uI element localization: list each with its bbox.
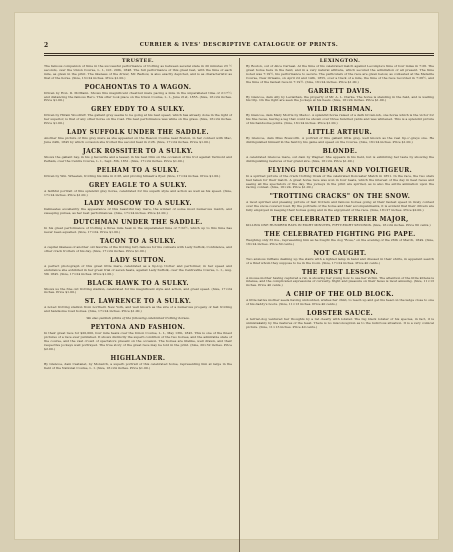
header-rule xyxy=(44,53,434,54)
entry-description: A faithful portrait of this splendid grey horse, celebrated for his superb style and action as well as his speed. (Size, 17×24 inches. Price $1.00.) xyxy=(44,188,232,197)
entry-title: LEXINGTON. xyxy=(319,58,361,64)
entry-title: A CHIP OF THE OLD BLOCK. xyxy=(286,291,394,299)
entry-description: Two anxious ruffians dashing up the stairs with a lighted lamp in hand and dressed in their shirts, in apparent search of a thief whom they suppose to be in the room. (Size, 17×24 inches. Price 40 cents.) xyxy=(246,256,434,265)
catalogue-entry xyxy=(44,200,232,216)
entry-description: A capital likeness of another old favorite of the trotting turf, famous for his contests with Lady Suffolk, Confidence, and other crack trotters of his day. (Size, 17×24 inches. Price $1.00.) xyxy=(44,245,232,253)
entry-description: By Glencoe, dam Miss Bosworth. A portrait of this gallant little grey, well known as the real tip-o'-greys one. He distinguished himself in the field by his game and speed on the Course. (Size, 16×24 inches. Price $1.00.) xyxy=(246,136,434,144)
entry-description: A terrier-dog ventured her thoughts by a rat clearly with lobster. The big black lobster of his species, in fact, it is unmistakably by the features of the feast. There is no misconception as to the ludicrous situation. It is a very comical picture. (Size, 11×13 inches. Price 40 cents.) xyxy=(246,317,434,329)
catalogue-entry xyxy=(44,106,232,126)
entry-title: WILD IRISHMAN. xyxy=(307,106,373,114)
entry-description: By Glencoe, dam Mary Morris by Medoc. A splendid horse raised of a dark brown-ish, one horse which is the victor for his fine races, having a leg that could be shown over three hundred yards and was whitened. This is a splendid picture of his handsome points. (Size, 16×24 inches. Price $1.00.) xyxy=(246,113,434,126)
entry-description: A noted trotting stallion from northern New York, and well known as the sire of a numerous progeny of fast trotting and handsome road horses. (Size, 17×24 inches. Price $1.00.) xyxy=(44,305,232,314)
entry-title: LITTLE ARTHUR. xyxy=(307,129,373,137)
catalogue-entry xyxy=(44,238,232,254)
catalogue-entry xyxy=(246,310,434,330)
entry-description: Driven by Wm. Wheelan, trotting his mile in 2:28, and proving himself a flyer. (Size, 17×24 inches. Price $1.00.) xyxy=(44,173,221,178)
entry-title: DUTCHMAN UNDER THE SADDLE. xyxy=(73,219,203,227)
catalogue-entry xyxy=(44,148,232,164)
entry-title: THE CELEBRATED FIGHTING PIG PAPE. xyxy=(264,230,416,238)
catalogue-entry xyxy=(246,216,434,228)
catalogue-entry xyxy=(246,291,434,307)
entry-description: By Glencoe, dam Ally by Leviathan, the property of Mr. A. L. Clarke. The horse is standing in the field, and is waiting his trip. On the right are seen the Jockeys at his heels. (Size, 16×24 inches. Price $1.00.) xyxy=(246,94,434,103)
catalogue-note: We also publish prints of the following celebrated trotting horses. xyxy=(86,316,190,321)
entry-description: A most spirited and pleasing picture of fast trotters and famous horses going at their fastest speed in lively contest over the snow-covered road. By the portraits of the horse and their accompaniments, it is evident that their drivers are fully employed in keeping their horses going and in the enjoyment of the race. (Size, 18×27 inches. Price $2.00.) xyxy=(246,200,434,213)
entry-title: GREY EDDY TO A SULKY. xyxy=(91,106,185,114)
catalogue-entry xyxy=(44,355,232,371)
entry-description: In a spirited picture of the crack trotting rivals of the celebrated Doncaster Match in 1851. In the race, the two stars had taken for their match. A great horse race was won in four beats, which the interest of the day in heat races and seeing all the spectators of the day. The jockeys in the print are spirited, as is also the entire animation upon the racing contest. (Size, 16×24. Price $1.00.) xyxy=(246,173,434,190)
entry-title: THE CELEBRATED TERRIER MAJOR, xyxy=(271,216,409,224)
entry-title: BLONDE. xyxy=(322,147,358,155)
entry-title: TACON TO A SULKY. xyxy=(99,238,177,246)
catalogue-entry xyxy=(44,84,232,104)
entry-title: THE FIRST LESSON. xyxy=(301,268,379,276)
catalogue-entry xyxy=(246,193,434,213)
entry-description: In their great race for $20,000, four mile heats over the Union Course, L. I., May 13th, 1845. This is one of the finest pictures of a race ever published. It shows distinctly the superb condition of the two horses, and the admirable state of the course, and the vast crowd of spectators present on the occasion. The horses are lifelike, well drawn, and their respective jockeys well portrayed. The true story of the great race may be told in the print. (Size, 20×32 inches. Price $2.00.) xyxy=(44,331,232,351)
column-divider xyxy=(239,58,240,552)
entry-title: PEYTONA AND FASHION. xyxy=(90,324,186,332)
page-frame xyxy=(44,42,434,552)
entry-title: POCAHONTAS TO A WAGON. xyxy=(84,83,192,91)
catalogue-entry xyxy=(246,231,434,247)
catalogue-entry xyxy=(246,129,434,145)
entry-description: Shows the gallant bay, in his g favourite and a teaser, in his best trim on the occasion of his trot against Vermont and Pelham, over the Centre Course, L. I., Sept. 8th, 1851. (Size, 17×24 inches. Price $1.00.) xyxy=(44,154,232,163)
catalogue-entry xyxy=(44,167,232,179)
catalogue-entry xyxy=(44,58,232,81)
catalogue-entry xyxy=(44,182,232,198)
entry-title: LADY SUTTON. xyxy=(110,256,166,264)
right-column xyxy=(246,58,434,552)
entry-title: TRUSTEE. xyxy=(121,58,155,64)
catalogue-entry xyxy=(246,88,434,104)
entry-description: Shows us the fine old trotting stallion, celebrated for his magnificent style and action, and great speed. (Size, 17×24 inches. Price $1.00.) xyxy=(44,286,232,295)
left-column xyxy=(44,58,232,552)
entry-description: KILLING ONE HUNDRED RATS IN EIGHT MINUTES, FIFTY-EIGHT SECONDS. (Size, 16×24 inches. Price 60 cents.) xyxy=(246,223,431,228)
entry-title: LADY SUFFOLK UNDER THE SADDLE. xyxy=(67,129,209,137)
entry-title: GREY EAGLE TO A SULKY. xyxy=(88,181,188,189)
entry-title: LADY MOSCOW TO A SULKY. xyxy=(84,200,192,208)
entry-description: Weighing only 35 lbs., representing him as he fought the dog "Rose," on the evening of the 26th of March, 1849. (Size, 16×24 inches. Price 60 cents.) xyxy=(246,237,434,246)
entry-title: JACK ROSSITER TO A SULKY. xyxy=(82,147,194,155)
catalogue-entry xyxy=(246,148,434,164)
entry-description: Delineates excellently the appearance of this beautiful bay mare, the winner of some most numerous match, and sweeping purses, as her best performances. (Size, 17×24 inches. Price $1.00.) xyxy=(44,207,232,216)
entry-title: HIGHLANDER. xyxy=(110,354,166,362)
catalogue-entry xyxy=(44,129,232,145)
entry-description: Driven by Hon. D. McMann. Shows this magnificent chestnut mare pacing a mile in the unparalleled time of 2:17½; and distancing the famous Hero. This offer took place on the Union Course, L. I., June 21st, 1855. (Size, 16×24 inches. Price $1.00.) xyxy=(44,90,232,103)
page-number: 2 xyxy=(44,42,49,49)
entry-description: By Glencoe, dam Castanet, by Monarch, a superb portrait of this celebrated horse, representing him at large in the field of the National Course, L. I. (Size, 16×24 inches. Price $1.00.) xyxy=(44,361,232,370)
catalogue-entry xyxy=(44,280,232,296)
catalogue-entry xyxy=(246,58,434,85)
catalogue-entry xyxy=(44,298,232,314)
entry-description: Another fine picture of this grey mare as she appeared on the Beacon Course near Boston, in her contest with Mac, June 24th, 1845 by which occasion she trotted the second heat in 2:26. (Size, 17×24 inches. Price $1.00.) xyxy=(44,136,232,144)
entry-title: "TROTTING CRACKS" ON THE SNOW. xyxy=(269,193,411,201)
page-header xyxy=(44,42,434,54)
entry-description: A perfect photograph of this great little mare, celebrated as a tip-top trotter and performer, in her speed and endurance she exhibited in her great trial of seven heats, against Lady Suffolk, over the Centreville Course, L. I., Aug. 5th 1845. (Size, 17×24 inches. Price $1.00.) xyxy=(44,263,232,276)
entry-description: A mouse mother having captured a rat, is showing her young how to use her victim. The attention of the little kittens is intense, and the complicated expressions of curiosity, fright and pleasure on their faces is most amusing. (Size, 11×13 inches. Price 40 cents.) xyxy=(246,275,434,288)
catalogue-entry xyxy=(246,167,434,191)
entry-title: GARRETT DAVIS. xyxy=(308,87,372,95)
catalogue-page xyxy=(14,12,439,540)
catalogue-entry xyxy=(246,250,434,266)
catalogue-entry xyxy=(246,269,434,289)
entry-title: LOBSTER SAUCE. xyxy=(306,310,374,318)
entry-description: In his great performance of trotting a three mile heat in the unparalleled time of 7:32½, which up to this time has never been equalled. (Size, 17×24. Price $1.00.) xyxy=(44,226,232,235)
entry-description: A little native mother seeds having undoubted, wishes her child, to reach up and get his head on the ledge close to one of his daddy's boots. (Size, 11×13 inches. Price 40 cents.) xyxy=(246,298,434,307)
running-title: CURRIER & IVES' DESCRIPTIVE CATALOGUE OF PRINTS. xyxy=(139,42,339,48)
entry-title: FLYING DUTCHMAN AND VOLTIGEUR. xyxy=(267,166,413,174)
entry-title: ST. LAWRENCE TO A SULKY. xyxy=(84,298,192,306)
catalogue-entry xyxy=(44,219,232,235)
entry-description: A celebrated Glencoe mare, out dam by Wagner. She appears in his field, but is exhibiting her taste by showing the distinguishing features of her grand sire. (Size, 16×24. Price $1.00.) xyxy=(246,154,434,163)
entry-title: PELHAM TO A SULKY. xyxy=(96,166,180,174)
entry-title: NOT CAUGHT. xyxy=(313,249,367,257)
catalogue-entry xyxy=(44,257,232,277)
header-rule-secondary xyxy=(44,55,434,56)
catalogue-entry xyxy=(44,324,232,352)
entry-description: By Boston, out of Alice Carneal. At the time of his celebrated match against Lecompte's time of four miles in 7:26. The great horse here in the field, and in a very natural attitude, which secured the admiration of all present. The time noted was 7:19¾, his performance to secure. The particulars of the race are given below, as contested at the Metairie Course, New Orleans, on April 2d and 14th, 1855, over a track of a mile, the time of the race recorded in 7:26¾, and the time of the fastest race in 7:19¾. (Size, 16×24 inches. Price $1.00.) xyxy=(246,64,434,84)
catalogue-entry xyxy=(246,106,434,126)
entry-description: Driven by Hiram Woodruff. The gallant grey seems to be going at his best speed, which has already done in the light of her superior, is that of any other horse on the road. His best performance was while on the grass. (Size, 16×24 inches. Price $1.00.) xyxy=(44,113,232,126)
entry-title: BLACK HAWK TO A SULKY. xyxy=(87,279,189,287)
entry-description: The famous companion of time in the successful performance of trotting as between several state in 20 minutes 23 ½ seconds, over the Union Course, L. I., Oct. 20th, 1848. The full performance of this great feat, with the time of each mile, as given in the print. The likeness of the driver, Mr. Bedlow, is also exactly depicted, and is as characteristic as that of the horse. (Size, 13×24 inches. Price $1.00.) xyxy=(44,64,232,80)
